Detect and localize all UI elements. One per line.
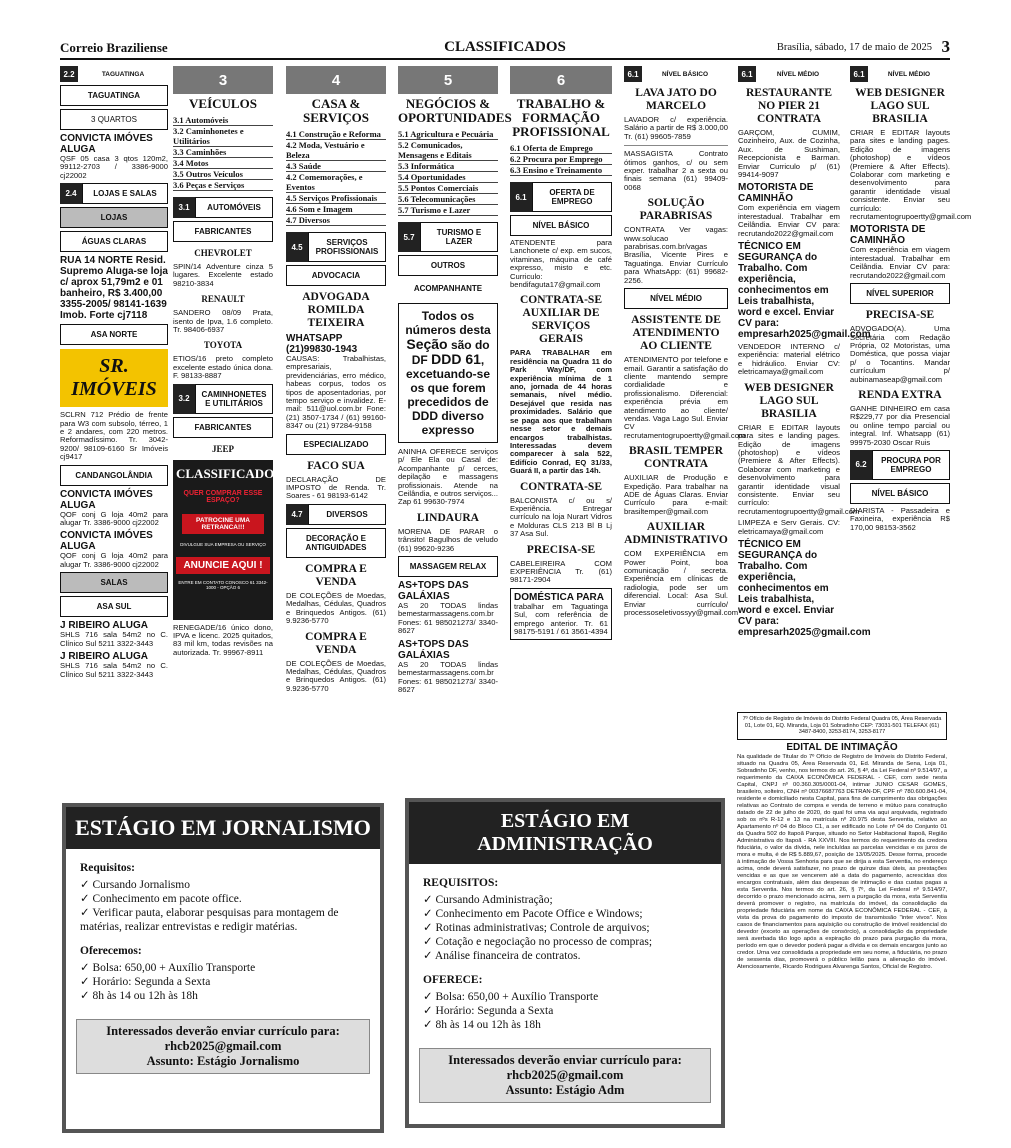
category-item: 4.3 Saúde [286, 161, 386, 172]
classified-ad: AS+TOPS DAS GALÁXIAS AS 20 TODAS lindas bemestarmassagens.com.br Fones: 61 985021273/ 3340-8627 [398, 580, 498, 636]
category-item: 3.6 Peças e Serviços [173, 180, 273, 191]
notice-text: Todos os números desta [405, 309, 491, 337]
job-ad-administracao [405, 798, 725, 1128]
poster-contact: ENTRE EM CONTATO CONOSCO 61 3342-1000 - OPÇÃO 6 [178, 579, 268, 590]
section-header: 3.1 AUTOMÓVEIS [173, 197, 273, 218]
classified-ad: DECLARAÇÃO DE IMPOSTO de Renda. Tr. Soares - 61 98193-6142 [286, 474, 386, 501]
divider [624, 145, 728, 146]
notice-text: , excetuando-se os que forem precedidos de DDD diverso expresso [405, 353, 491, 437]
category-item: 5.4 Oportunidades [398, 172, 498, 183]
classified-ad: ATENDENTE para Lanchonete c/ exp. em sucos, vitaminas, máquina de café expresso, misto e etc. Curriculo: bendifaguta17@gmail.com [510, 238, 612, 290]
requirements-list [423, 893, 707, 963]
list-item: ✓ Análise financeira de contratos. [423, 949, 707, 963]
label-decoracao: DECORAÇÃO E ANTIGUIDADES [286, 528, 386, 558]
classified-ad: LIMPEZA e Serv Gerais. CV: eletricamaya@gmail.com [738, 518, 840, 536]
column-casa-servicos [286, 66, 386, 693]
offers-list [423, 990, 707, 1032]
category-item: 6.1 Oferta de Emprego [510, 143, 612, 154]
job-title: ESTÁGIO EM JORNALISMO [66, 807, 380, 849]
label-fabricantes: FABRICANTES [173, 221, 273, 242]
classified-ad: CONVICTA IMÓVES ALUGA QOF conj G loja 40m2 para alugar Tr. 3386-9000 cj22002 [60, 488, 168, 528]
ad-title: RESTAURANTE NO PIER 21 CONTRATA [745, 87, 833, 125]
classified-ad: CRIAR E EDITAR layouts para sites e landing pages. Edição de imagens (photoshop) e vídeos (Premiere & After Effects). Colaborar com marketing e desenvolvimento para garantir identidade visual consistente. Enviar seu currículo: recrutamentogrupoertty@gmail.com [738, 422, 860, 516]
notice-text: são do DF [411, 338, 490, 367]
section-header: 6.1 OFERTA DE EMPREGO [510, 182, 612, 212]
section-header: 4.5 SERVIÇOS PROFISSIONAIS [286, 232, 386, 262]
classified-ad: ATENDIMENTO por telefone e email. Garantir a satisfação do cliente mantendo sempre cordialidade e profissionalismo. Diferencial: experiência prévia em atendimento ao cliente/ vendas. Vaga Lago Sul. Enviar CV recrutamentogrupoertty@gmail.com [624, 355, 746, 440]
sr-imoveis-logo: SR. IMÓVEIS [60, 349, 168, 407]
contact-email: rhcb2025@gmail.com [164, 1039, 282, 1053]
classified-ad: RUA 14 NORTE Resid. Supremo Aluga-se loja c/ aprox 51,79m2 e 01 banheiro, R$ 3.400,00 3355-2005/ 98141-1639 Imob. Forte cj7118 [60, 255, 168, 322]
category-list [173, 115, 273, 191]
list-item: ✓ Rotinas administrativas; Controle de arquivos; [423, 921, 707, 935]
poster-sponsor: PATROCINE UMA RETRANCA!!! [182, 514, 264, 534]
category-item: 4.6 Som e Imagem [286, 204, 386, 215]
list-item: ✓ 8h às 14 ou 12h às 18h [423, 1018, 707, 1032]
classified-ad: AS+TOPS DAS GALÁXIAS AS 20 TODAS lindas bemestarmassagens.com.br Fones: 61 985021273/ 3340-8627 [398, 638, 498, 694]
poster-cta: ANUNCIE AQUI ! [176, 557, 270, 574]
column-nivel-medio [738, 66, 871, 706]
category-item: 3.5 Outros Veículos [173, 169, 273, 180]
column-negocios [398, 66, 512, 694]
classified-ad: CRIAR E EDITAR layouts para sites e landing pages. Edição de imagens (photoshop) e vídeos (Premiere & After Effects). Colaborar com marketing e desenvolvimento para garantir identidade visual consistente. Enviar seu currículo: recrutamentogrupoertty@gmail.com [850, 128, 972, 222]
classified-ad: GARÇOM, CUMIM, Cozinheiro, Aux. de Cozinha, Aux. de Sushiman, Recepcionista e Barman. Enviar Curriculo p/ (61) 99414-9097 [738, 128, 840, 180]
label-lojas: LOJAS [60, 207, 168, 228]
section-header: 6.1 NÍVEL MÉDIO [850, 66, 950, 82]
category-item: 5.6 Telecomunicações [398, 194, 498, 205]
offers-heading: OFERECE: [423, 974, 483, 986]
edital-body: Na qualidade de Titular do 7º Ofício de Registro de Imóveis do Distrito Federal, situado na Quadra 05, Área Reservada 01, Ed. Miranda de Sena, Loja 01, Sobradinho DF, venho, nos termos do art. 26, § 4º, da Lei Federal nº 9.514/97, a requerimento da CAIXA ECONÔMICA FEDERAL - CEF, com sede nesta Capital, CNPJ nº 00.360.305/0001-04, intimar JUNIO CESAR GOMES, brasileiro, solteiro, CNH nº 00376687763 DETRAN-DF, CPF nº 780.600.841-04, residente e domiciliado nesta Capital, para fins de cumprimento das obrigações relativas ao Contrato de compra e venda de terreno e mútuo para construção datado de 22 de julho de 2020, do qual foi uma via aqui arquivada, registrado sob os nºs R-12 e 13 na matrícula nº 20.975 desta Serventia, relativo ao Apartamento nº 04 do Bloco C1, a ser edificado no Lote nº 04 do Conjunto 01 da Quadra 502 do Itapoã Parque, situado no Setor Habitacional Itapoã, Região Administrativa do Itapoã - RA XXVIII. Nos termos do requerimento da credora fiduciária, o valor da dívida, nele incluídas as parcelas vencidas e os juros de mora e multa, é de R$ 5.889,67, posição de 13/05/2025. Desse forma, procede à intimação de Vossa Senhoria para que se dirija a esta Serventia, no endereço acima, onde deverá satisfazer, no prazo de quinze dias úteis, as prestações vencidas e as que se vencerem até a data do pagamento, acrescidas dos encargos contratuais, além das despesas de intimação e das custas pagas a esta Serventia. Nos termos do art. 26, § 7º, da Lei Federal nº 9.514/97, decorrido o prazo mencionado acima, sem a purgação da mora, esta Serventia deverá promover o registro, na matrícula do imóvel, da consolidação da propriedade fiduciária em nome da CAIXA ECONÔMICA FEDERAL - CEF, à vista da prova do pagamento do imposto de transmissão "inter vivos". Nos casos de financiamentos para aquisição ou construção de imóvel residencial do devedor (exceto as operações de consórcio), a consolidação da propriedade será averbada tão logo após a expiração do prazo para purgação da mora, período em que o devedor poderá pagar a dívida e os demais encargos junto ao credor. Urna vez consolidada a propriedade em seu nome, a fiduciária, no prazo de sessenta dias, promoverá o público leilão para a alienação do imóvel. Atenciosamente, Ricardo Rodrigues Alvarenga Santos, Oficial de Registro. [737, 753, 947, 970]
notice-text: Seção [406, 336, 448, 352]
column-trabalho [510, 66, 612, 636]
classified-ad: DOMÉSTICA PARA trabalhar em Taguatinga Sul, com referência de emprego anterior. Tr. 61 98175-5191 / 61 3561-4394 [510, 588, 612, 641]
contact-subject: Assunto: Estágio Jornalismo [146, 1054, 300, 1068]
classified-ad: SCLRN 712 Prédio de frente para W3 com subsolo, térreo, 1 e 2 andares, com 220 metros. Reformadíssimo. Tr. 3042-9200/ 98109-6160 Sr Imóveis cj9417 [60, 410, 168, 462]
classified-ad: PARA TRABALHAR em residência na Quadra 11 do Park Way/DF, com experiência mínima de 1 ano, jornada de 44 horas semanais, nível médio. Desejável que resida nas proximidades. Salário que se paga aos que trabalham nesse setor e demais encargos trabalhistas. Interessadas devem comparecer à sala 522, Edifício Conrad, EQ 31/33, Guará II, a partir das 14h. [510, 348, 612, 476]
contact-subject: Assunto: Estágio Adm [505, 1083, 625, 1097]
section-header: 6.1 NÍVEL MÉDIO [738, 66, 840, 82]
column-nivel-superior [850, 66, 972, 706]
page-date: Brasília, sábado, 17 de maio de 2025 [776, 42, 932, 53]
classified-ad: TÉCNICO EM SEGURANÇA do Trabalho. Com experiência, conhecimentos em Leis trabalhista, word e excel. Enviar CV para: empresarh2025@gmail.com [738, 538, 871, 638]
label-nivel-basico: NÍVEL BÁSICO [510, 215, 612, 236]
classified-ad: SANDERO 08/09 Prata, isento de Ipva, 1.6 completo. Tr. 98406-6937 [173, 308, 273, 335]
classified-ad: GANHE DINHEIRO em casa R$229,77 por dia Presencial ou online tempo parcial ou integral. Inf. Whatsapp (61) 99975-2030 Oscar Ruis [850, 403, 950, 447]
requirements-list [80, 878, 366, 934]
label-advocacia: ADVOCACIA [286, 265, 386, 286]
classified-ad: ANINHA OFERECE serviços p/ Ele Ela ou Casal de: Acompanhante p/ cerces, depilação e massagens profissionais. Atende na Ceilândia, e outros serviços... Zap 61 99630-7974 [398, 447, 498, 507]
poster-title: CLASSIFICADOS [176, 465, 282, 481]
requirements-heading: REQUISITOS: [423, 877, 499, 889]
ad-title: FACO SUA [307, 459, 365, 472]
label-aguas-claras: ÁGUAS CLARAS [60, 231, 168, 252]
requirements-heading: Requisitos: [80, 862, 135, 874]
classified-ad: MASSAGISTA Contrato ótimos ganhos, c/ ou sem exper. trabalhar 2 a sexta ou finais semana (61) 99409-0068 [624, 149, 728, 192]
classified-ad: DIARISTA - Passadeira e Faxineira, experiência R$ 170,00 98153-3562 [850, 505, 950, 532]
job-contact [419, 1048, 711, 1103]
poster-text: DIVULGUE SUA EMPRESA OU SERVIÇO [180, 541, 266, 547]
ad-title: PRECISA-SE [865, 309, 935, 322]
label-asa-sul: ASA SUL [60, 596, 168, 617]
page-number: 3 [941, 37, 950, 56]
list-item: ✓ Cursando Jornalismo [80, 878, 366, 892]
section-header: 6.2 PROCURA POR EMPREGO [850, 450, 950, 480]
classified-ad: CONVICTA IMÓVES ALUGA QOF conj G loja 40m2 para alugar Tr. 3386-9000 cj22002 [60, 530, 168, 569]
category-list [286, 129, 386, 226]
section-name: TRABALHO & FORMAÇÃO PROFISSIONAL [512, 96, 610, 139]
section-header: 5.7 TURISMO E LAZER [398, 222, 498, 252]
classified-ad: CABELEIREIRA COM EXPERIÊNCIA Tr. (61) 98171-2904 [510, 558, 612, 585]
classified-ad: ADVOGADO(A). Uma Secretária com Redação Própria, 02 Motoristas, uma Doméstica, que possa viajar p/ o Tocantins. Mandar currículum p/ aubinamaseap@gmail.com [850, 324, 950, 384]
section-number: 6 [510, 66, 612, 94]
column-imoveis [60, 66, 168, 679]
section-name: CASA & SERVIÇOS [302, 96, 369, 125]
ad-title: BRASIL TEMPER CONTRATA [628, 445, 724, 471]
brand-heading: TOYOTA [203, 340, 243, 351]
section-number: 3 [173, 66, 273, 94]
category-item: 3.3 Caminhões [173, 147, 273, 158]
classified-ad: CONVICTA IMÓVES ALUGA QSF 05 casa 3 qtos 120m2, 99112-2703 / 3386-9000 cj22002 [60, 133, 168, 180]
edital-notice [737, 712, 947, 1144]
classified-ad: SPIN/14 Adventure cinza 5 lugares. Excelente estado 98210-3834 [173, 262, 273, 288]
label-especializado: ESPECIALIZADO [286, 434, 386, 455]
column-veiculos [173, 66, 282, 657]
brand-heading: CHEVROLET [194, 248, 252, 258]
classified-ad: BALCONISTA c/ ou s/ Experiência. Entregar currículo na loja Nurart Vidros e Molduras CLS 213 Bl B Lj 37 Asa Sul. [510, 495, 612, 539]
classified-ad: MOTORISTA DE CAMINHÃO Com experiência em viagem interestadual. Trabalhar em Ceilândia. Enviar CV para: recrutando2022@gmail.com [738, 182, 840, 238]
classified-ad: DE COLEÇÕES de Moedas, Medalhas, Cédulas, Quadros e Brinquedos Antigos. (61) 9.9236-5770 [286, 590, 386, 626]
newspaper-name: Correio Braziliense [60, 40, 168, 55]
section-number: 4 [286, 66, 386, 94]
contact-email: rhcb2025@gmail.com [506, 1068, 624, 1082]
classified-ad: AUXILIAR de Produção e Expedição. Para trabalhar na ADE de Águas Claras. Enviar Currículo para e-mail: brasiltemper@gmail.com [624, 473, 728, 516]
list-item: ✓ Cotação e negociação no processo de compras; [423, 935, 707, 949]
ad-title: RENDA EXTRA [858, 388, 942, 401]
category-item: 4.1 Construção e Reforma [286, 129, 386, 140]
section-name: NEGÓCIOS & OPORTUNIDADES [398, 96, 512, 125]
section-title: CLASSIFICADOS [444, 39, 566, 55]
classified-ad: CONTRATA Ver vagas: www.solucao parabrisas.com.br/vagas Brasília, Vicente Pires e Taguatinga. Enviar Currículo para WhatsApp: (61) 99682-2256. [624, 225, 728, 285]
label-acompanhante: ACOMPANHANTE [413, 284, 483, 293]
category-list [510, 143, 612, 176]
list-item: ✓ Bolsa: 650,00 + Auxílio Transporte [423, 990, 707, 1004]
list-item: ✓ Verificar pauta, elaborar pesquisas para montagem de matérias, realizar entrevistas e redigir matérias. [80, 906, 366, 934]
brand-heading: JEEP [211, 443, 234, 454]
section-header: 4.7 DIVERSOS [286, 504, 386, 525]
ad-title: ASSISTENTE DE ATENDIMENTO AO CLIENTE [631, 314, 721, 353]
category-item: 6.2 Procura por Emprego [510, 154, 612, 165]
ad-title: ADVOGADA ROMILDA TEIXEIRA [302, 291, 370, 329]
advertise-here-poster [173, 460, 282, 620]
ad-title: LAVA JATO DO MARCELO [635, 87, 717, 112]
job-body [409, 864, 721, 1040]
ddd-notice-box [398, 303, 498, 443]
section-number: 5 [398, 66, 498, 94]
ad-title: PRECISA-SE [526, 543, 596, 556]
label-nivel-basico: NÍVEL BÁSICO [850, 483, 950, 504]
category-item: 5.2 Comunicados, Mensagens e Editais [398, 140, 498, 161]
label-candangolandia: CANDANGOLÂNDIA [60, 465, 168, 486]
list-item: ✓ Bolsa: 650,00 + Auxílio Transporte [80, 961, 366, 975]
edital-title: EDITAL DE INTIMAÇÃO [786, 741, 898, 753]
ad-title: WEB DESIGNER LAGO SUL BRASILIA [744, 381, 834, 420]
ad-title: CONTRATA-SE [520, 480, 602, 493]
category-item: 3.2 Caminhonetes e Utilitários [173, 126, 273, 147]
category-item: 6.3 Ensino e Treinamento [510, 165, 612, 176]
classified-ad: LAVADOR c/ experiência. Salário a partir de R$ 3.000,00 Tr. (61) 99605-7859 [624, 115, 728, 141]
list-item: ✓ Horário: Segunda a Sexta [80, 975, 366, 989]
registry-header: 7º Ofício de Registro de Imóveis do Distrito Federal Quadra 05, Área Reservada 01, Lote 01, EQ. Miranda, Loja 01 Sobradinho CEP: 73031-501 TELEFAX (61) 3487-8400, 3253-8174, 3253-8177 [737, 712, 947, 740]
category-item: 4.2 Moda, Vestuário e Beleza [286, 140, 386, 161]
list-item: ✓ 8h às 14 ou 12h às 18h [80, 989, 366, 1003]
category-list [398, 129, 498, 216]
label-3-quartos: 3 QUARTOS [60, 109, 168, 130]
job-title: ESTÁGIO EM ADMINISTRAÇÃO [409, 802, 721, 864]
category-item: 3.4 Motos [173, 158, 273, 169]
label-outros: OUTROS [398, 255, 498, 276]
ad-title: CONTRATA-SE AUXILIAR DE SERVIÇOS GERAIS [520, 294, 602, 346]
contact-text: Interessados deverão enviar currículo para: [106, 1024, 340, 1038]
brand-heading: RENAULT [201, 294, 245, 305]
label-salas: SALAS [60, 572, 168, 593]
classified-ad: ETIOS/16 preto completo excelente estado única dona. F. 98133-8887 [173, 354, 273, 381]
section-name: VEÍCULOS [189, 96, 257, 111]
category-item: 3.1 Automóveis [173, 115, 273, 126]
job-body [66, 849, 380, 1011]
list-item: ✓ Conhecimento em Pacote Office e Windows; [423, 907, 707, 921]
classified-ad: MORENA DE PARAR o trânsito! Bagulhos de veludo (61) 99620-9236 [398, 526, 498, 553]
category-item: 4.2 Comemorações, e Eventos [286, 172, 386, 193]
poster-question: QUER COMPRAR ESSE ESPAÇO? [183, 489, 263, 504]
label-taguatinga: TAGUATINGA [60, 85, 168, 106]
ad-title: WEB DESIGNER LAGO SUL BRASILIA [855, 87, 945, 125]
section-header: 3.2 CAMINHONETES E UTILITÁRIOS [173, 384, 273, 414]
ad-title: SOLUÇÃO PARABRISAS [639, 197, 713, 223]
classified-ad: RENEGADE/16 único dono, IPVA e licenc. 2025 quitados, 83 mil km, todas revisões na autorizada. Tr. 99967-8911 [173, 622, 273, 657]
ad-title: COMPRA E VENDA [305, 562, 367, 588]
section-header: 6.1 NÍVEL BÁSICO [624, 66, 728, 82]
category-item: 5.5 Pontos Comerciais [398, 183, 498, 194]
label-asa-norte: ASA NORTE [60, 324, 168, 345]
page-header [60, 38, 950, 60]
classified-ad: DE COLEÇÕES de Moedas, Medalhas, Cédulas, Quadros e Brinquedos Antigos. (61) 9.9236-5770 [286, 658, 386, 693]
job-contact [76, 1019, 370, 1074]
category-item: 4.7 Diversos [286, 215, 386, 226]
ad-title: LINDAURA [417, 511, 479, 524]
category-item: 5.7 Turismo e Lazer [398, 205, 498, 216]
section-header: 2.2 TAGUATINGA [60, 66, 168, 82]
category-item: 5.3 Informática [398, 161, 498, 172]
label-fabricantes: FABRICANTES [173, 417, 273, 438]
category-item: 5.1 Agricultura e Pecuária [398, 129, 498, 140]
classified-ad: MOTORISTA DE CAMINHÃO Com experiência em viagem interestadual. Trabalhar em Ceilândia. Enviar CV para: recrutando2022@gmail.com [850, 224, 950, 280]
list-item: ✓ Cursando Administração; [423, 893, 707, 907]
contact-text: Interessados deverão enviar currículo para: [448, 1053, 682, 1067]
notice-text: DDD 61 [431, 351, 481, 367]
offers-list [80, 961, 366, 1003]
category-item: 4.5 Serviços Profissionais [286, 193, 386, 204]
classified-ad: TÉCNICO EM SEGURANÇA do Trabalho. Com experiência, conhecimentos em Leis trabalhista, word e excel. Enviar CV para: empresarh2025@gmail.com [738, 241, 871, 341]
ad-title: AUXILIAR ADMINISTRATIVO [624, 521, 728, 547]
job-ad-jornalismo [62, 803, 384, 1133]
list-item: ✓ Conhecimento em pacote office. [80, 892, 366, 906]
offers-heading: Oferecemos: [80, 945, 142, 957]
ad-title: COMPRA E VENDA [305, 630, 367, 656]
list-item: ✓ Horário: Segunda a Sexta [423, 1004, 707, 1018]
label-massagem: MASSAGEM RELAX [398, 556, 498, 577]
label-nivel-medio: NÍVEL MÉDIO [624, 288, 728, 309]
classified-ad: COM EXPERIÊNCIA em Power Point, boa comunicação / secreta. Experiência em clínicas de radiologia, pode ser um diferencial. Local: Asa Sul. Enviar currículo/ processoseletivossyy@gmail.com [624, 549, 739, 618]
column-nivel-basico [624, 66, 746, 706]
label-nivel-superior: NÍVEL SUPERIOR [850, 283, 950, 304]
classified-ad: J RIBEIRO ALUGA SHLS 716 sala 54m2 no C. Clínico Sul 5211 3322-3443 [60, 620, 168, 648]
section-header: 2.4 LOJAS E SALAS [60, 183, 168, 204]
classified-ad: VENDEDOR INTERNO c/ experiência: material elétrico e hidráulico. Enviar CV: eletricamaya@gmail.com [738, 342, 840, 377]
classified-ad: WHATSAPP (21)99830-1943 CAUSAS: Trabalhistas, empresariais, previdenciárias, erro médico, habeas corpus, todos os tipos de aposentadorias, por tempo serviço e invalidez. E-mail: 511@uol.com.br Fone: (21) 3507-1734 / (61) 99160-8347 ou (21) 97284-9158 [286, 333, 386, 431]
classified-ad: J RIBEIRO ALUGA SHLS 716 sala 54m2 no C. Clínico Sul 5211 3322-3443 [60, 651, 168, 679]
